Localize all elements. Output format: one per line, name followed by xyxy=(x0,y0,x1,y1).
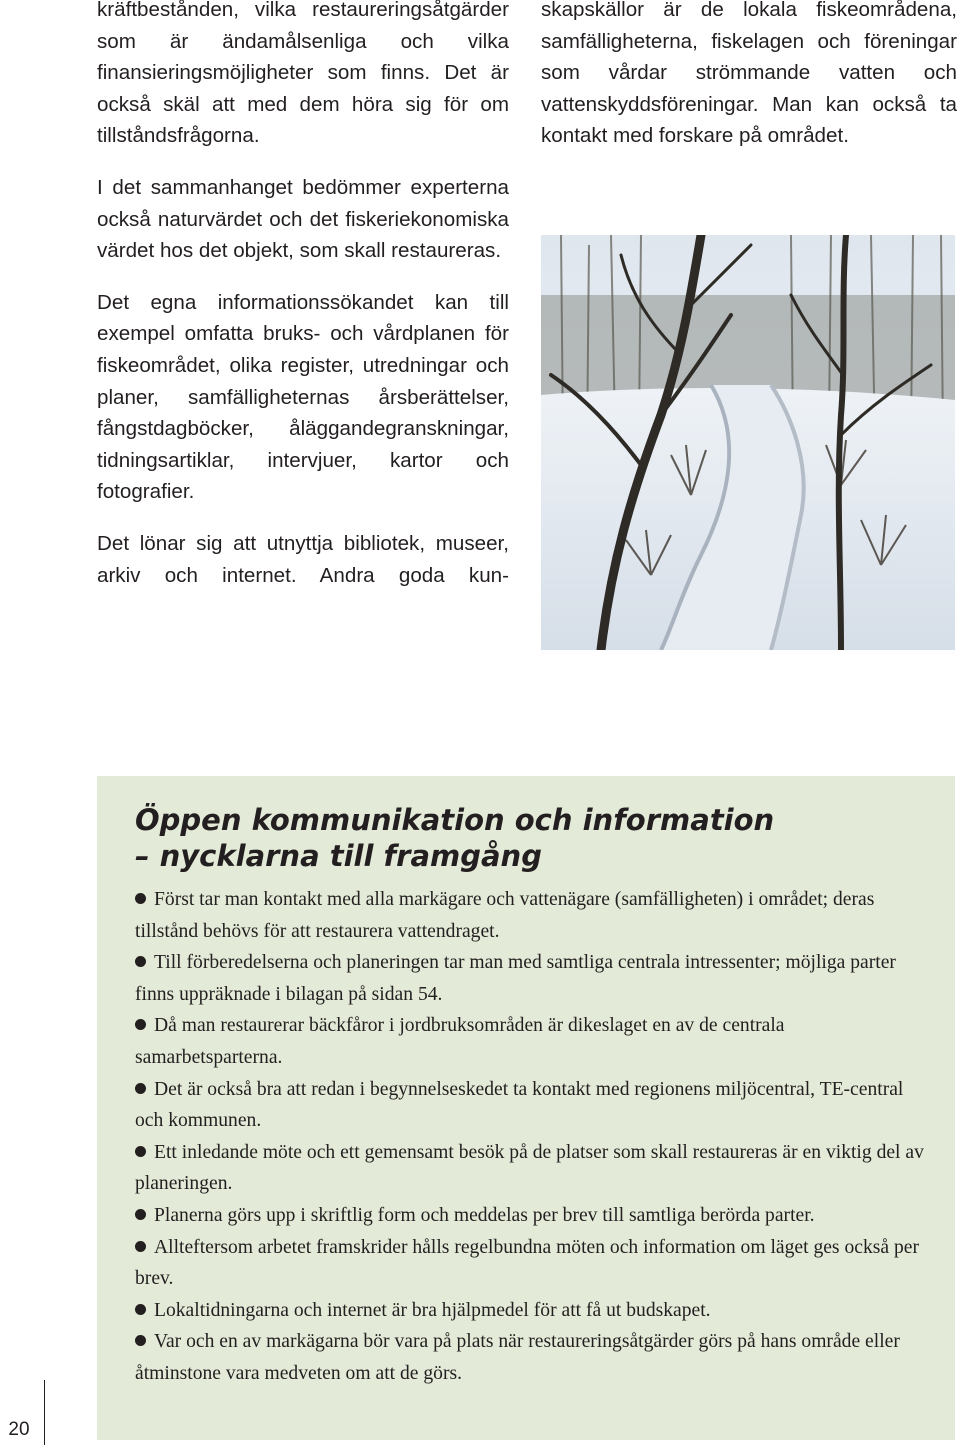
list-item xyxy=(135,1295,925,1327)
list-item xyxy=(135,1137,925,1200)
winter-stream-photo xyxy=(541,235,955,650)
list-item-text: Till förberedelserna och planeringen tar man med samtliga centrala intressenter; möjliga parter finns uppräknade i bilagan på sidan 54. xyxy=(135,952,896,1005)
list-item-text: Var och en av markägarna bör vara på plats när restaureringsåtgärder görs på hans område eller åtminstone vara medveten om att de görs. xyxy=(135,1331,900,1384)
bullet-icon xyxy=(135,1241,146,1252)
info-box xyxy=(97,776,955,1440)
list-item xyxy=(135,947,925,1010)
list-item-text: Först tar man kontakt med alla markägare och vattenägare (samfälligheten) i området; deras tillstånd behövs för att restaurera vattendraget. xyxy=(135,889,875,942)
bullet-icon xyxy=(135,1335,146,1346)
bullet-icon xyxy=(135,1019,146,1030)
paragraph-2: I det sammanhanget bedömmer experterna också naturvärdet och det fiskeriekonomiska värdet hos det objekt, som skall restaureras. xyxy=(97,175,509,263)
list-item xyxy=(135,1074,925,1137)
paragraph-4: Det lönar sig att utnyttja bibliotek, museer, arkiv och internet. Andra goda kun- xyxy=(97,531,509,587)
paragraph-1: kräftbestånden, vilka restaureringsåtgärder som är ändamålsenliga och vilka finansieringsmöjligheter som finns. Det är också skäl att med dem höra sig för om tillståndsfrågorna. xyxy=(97,0,509,148)
list-item-text: Ett inledande möte och ett gemensamt besök på de platser som skall restaureras är en viktig del av planeringen. xyxy=(135,1141,924,1195)
bullet-icon xyxy=(135,956,146,967)
bullet-icon xyxy=(135,1146,146,1157)
right-text-column xyxy=(541,0,957,172)
left-text-column xyxy=(97,0,509,591)
list-item-text: Planerna görs upp i skriftlig form och meddelas per brev till samtliga berörda parter. xyxy=(154,1204,815,1226)
info-box-title-line-2: – nycklarna till framgång xyxy=(135,839,542,873)
list-item xyxy=(135,1010,925,1073)
bullet-icon xyxy=(135,1304,146,1315)
list-item xyxy=(135,1232,925,1295)
paragraph-3: Det egna informationssökandet kan till exempel omfatta bruks- och vårdplanen för fiskeområdet, olika register, utredningar och planer, samfälligheternas årsberättelser, fångstdagböcker, åläggandegranskningar, tidningsartiklar, intervjuer, kartor och fotografier. xyxy=(97,290,509,504)
list-item xyxy=(135,1326,925,1389)
bullet-icon xyxy=(135,893,146,904)
info-box-title xyxy=(135,802,895,874)
bullet-icon xyxy=(135,1209,146,1220)
list-item-text: Det är också bra att redan i begynnelseskedet ta kontakt med regionens miljöcentral, TE-central och kommunen. xyxy=(135,1078,904,1132)
info-box-title-line-1: Öppen kommunikation och information xyxy=(135,803,775,837)
list-item-text: Då man restaurerar bäckfåror i jordbruksområden är dikeslaget en av de centrala samarbetsparterna. xyxy=(135,1015,785,1068)
list-item xyxy=(135,884,925,947)
key-points-list xyxy=(135,884,925,1390)
list-item-text: Allteftersom arbetet framskrider hålls regelbundna möten och information om läget ges också per brev. xyxy=(135,1236,919,1290)
page-number: 20 xyxy=(8,1419,30,1440)
bullet-icon xyxy=(135,1083,146,1094)
list-item-text: Lokaltidningarna och internet är bra hjälpmedel för att få ut budskapet. xyxy=(154,1299,711,1321)
paragraph-continued: skapskällor är de lokala fiskeområdena, samfälligheterna, fiskelagen och föreningar som vårdar strömmande vatten och vattenskyddsföreningar. Man kan också ta kontakt med forskare på området. xyxy=(541,0,957,148)
list-item xyxy=(135,1200,925,1232)
page-number-rule xyxy=(44,1380,45,1445)
